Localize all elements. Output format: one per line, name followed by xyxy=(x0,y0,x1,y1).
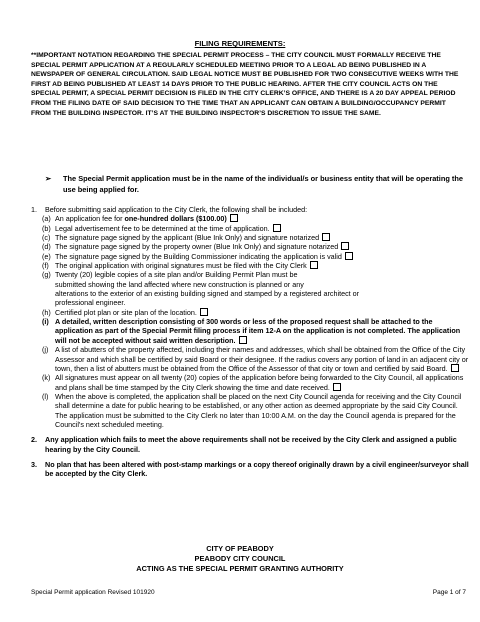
subitem-text: The signature page signed by the Building Commissioner indicating the application is valid xyxy=(55,251,342,261)
subitem-text: Twenty (20) legible copies of a site plan and/or Building Permit Plan must be xyxy=(55,270,298,280)
checkbox[interactable] xyxy=(310,261,318,269)
checkbox[interactable] xyxy=(273,224,281,232)
subitem-a xyxy=(31,214,469,223)
revision-note: Special Permit application Revised 101920 xyxy=(31,589,155,596)
subitem-label: (f) xyxy=(42,261,49,271)
subitem-text: A detailed, written description consisting of 300 words or less of the proposed request shall be attached to the application as part of the Special Permit filing process if item 12-A on the application is not completed. The application will not be accepted without said written description. xyxy=(55,317,461,345)
subitem-i xyxy=(31,317,469,345)
subitem-label: (a) xyxy=(42,214,51,224)
subitem-label: (k) xyxy=(42,373,51,383)
checkbox[interactable] xyxy=(345,252,353,260)
subitem-g xyxy=(31,270,469,307)
subitem-j xyxy=(31,345,469,373)
subitem-label: (g) xyxy=(42,270,51,280)
subitem-text: The signature page signed by the property owner (Blue Ink Only) and signature notarized xyxy=(55,242,339,252)
subitem-text: The original application with original signatures must be filed with the City Clerk xyxy=(55,261,307,271)
checkbox[interactable] xyxy=(239,336,247,344)
subitem-d xyxy=(31,242,469,251)
subitem-text: alterations to the exterior of an existing building signed and stamped by a registered architect or xyxy=(55,289,360,299)
checkbox[interactable] xyxy=(322,233,330,241)
arrow-item-text: The Special Permit application must be in the name of the individual/s or business entity that will be operating the use being applied for. xyxy=(63,174,463,194)
arrow-bullet-item xyxy=(45,174,465,195)
list-item-2 xyxy=(31,435,469,454)
list-item-1 xyxy=(31,205,469,214)
requirements-list xyxy=(31,205,469,479)
council-name: PEABODY CITY COUNCIL xyxy=(194,554,286,563)
subitem-label: (b) xyxy=(42,223,51,233)
subitem-label: (e) xyxy=(42,251,51,261)
item-number: 1. xyxy=(31,205,37,214)
city-name: CITY OF PEABODY xyxy=(206,544,274,553)
subitem-k xyxy=(31,373,469,392)
arrow-bullet-icon: ➢ xyxy=(45,174,52,183)
important-notation: **IMPORTANT NOTATION REGARDING THE SPECIAL PERMIT PROCESS – THE CITY COUNCIL MUST FORMALLY RECEIVE THE SPECIAL PERMIT APPLICATION AT A REGULARLY SCHEDULED MEETING PRIOR TO A LEGAL AD BEING PUBLISHED IN A NEWSPAPER OF GENERAL CIRCULATION. SAID LEGAL NOTICE MUST BE PUBLISHED FOR TWO CONSECUTIVE WEEKS WITH THE FIRST AD BEING PUBLISHED AT LEAST 14 DAYS PRIOR TO THE PUBLIC HEARING. AFTER THE CITY COUNCIL ACTS ON THE SPECIAL PERMIT, A SPECIAL PERMIT DECISION IS FILED IN THE CITY CLERK’S OFFICE, AND THERE IS A 20 DAY APPEAL PERIOD FROM THE FILING DATE OF SAID DECISION TO THE TIME THAT AN APPLICANT CAN OBTAIN A BUILDING/OCCUPANCY PERMIT FROM THE BUILDING INSPECTOR. IT’S AT THE BUILDING INSPECTOR’S DISCRETION TO ISSUE THE SAME. xyxy=(31,52,459,117)
item-text: Any application which fails to meet the above requirements shall not be received by the City Clerk and assigned a public hearing by the City Council. xyxy=(45,435,457,454)
subitem-label: (d) xyxy=(42,242,51,252)
subitem-label: (i) xyxy=(42,317,49,327)
subitem-h xyxy=(31,308,469,317)
subitem-label: (l) xyxy=(42,391,49,401)
subitem-c xyxy=(31,233,469,242)
item-text: No plan that has been altered with post-stamp markings or a copy thereof originally drawn by a civil engineer/surveyor shall be accepted by the City Clerk. xyxy=(45,459,469,479)
subitem-text: Legal advertisement fee to be determined at the time of application. xyxy=(55,223,270,233)
subitem-label: (j) xyxy=(42,345,49,355)
checkbox[interactable] xyxy=(200,308,208,316)
subitem-text: professional engineer. xyxy=(55,298,126,308)
subitem-text: Certified plot plan or site plan of the location. xyxy=(55,307,197,317)
item-number: 2. xyxy=(31,435,37,445)
subitem-text: The signature page signed by the applicant (Blue Ink Only) and signature notarized xyxy=(55,233,320,243)
page-number: Page 1 of 7 xyxy=(432,589,466,596)
item-number: 3. xyxy=(31,459,37,469)
subitem-f xyxy=(31,261,469,270)
checkbox[interactable] xyxy=(230,214,238,222)
subitem-label: (h) xyxy=(42,307,51,317)
subitem-l xyxy=(31,392,469,429)
subitem-text: When the above is completed, the application shall be placed on the next City Council agenda for receiving and the City Council shall determine a date for public hearing to be established, or any other action as deemed appropriate by the said City Council. The application must be submitted to the City Clerk no later than 10:00 A.M. on the day the Council agenda is prepared for the Council's next scheduled meeting. xyxy=(55,391,462,429)
subitem-text: An application fee for xyxy=(55,214,125,224)
checkbox[interactable] xyxy=(451,364,459,372)
fee-amount: one-hundred dollars ($100.00) xyxy=(124,214,227,224)
list-item-3 xyxy=(31,460,469,479)
page-title: FILING REQUIREMENTS: xyxy=(194,39,286,48)
subitem-label: (c) xyxy=(42,233,51,243)
checkbox[interactable] xyxy=(333,383,341,391)
subitem-e xyxy=(31,252,469,261)
subitem-b xyxy=(31,224,469,233)
subitem-text: submitted showing the land affected where new construction is planned or any xyxy=(55,279,304,289)
subitem-text: A list of abutters of the property affected, including their names and addresses, which shall be obtained from the Office of the City Assessor and which shall be certified by said Board or their designee. If the radius covers any portion of land in an adjacent city or town, then a list of abutters must be obtained from the Office of the Assessor of that city or town and certified by said Board. xyxy=(55,345,469,373)
authority-name: ACTING AS THE SPECIAL PERMIT GRANTING AUTHORITY xyxy=(136,564,344,573)
subitem-text: All signatures must appear on all twenty (20) copies of the application before being forwarded to the City Council, all applications and plans shall be time stamped by the City Clerk showing the time and date received. xyxy=(55,373,464,392)
item-intro: Before submitting said application to the City Clerk, the following shall be included: xyxy=(45,205,308,214)
authority-block xyxy=(0,544,480,574)
checkbox[interactable] xyxy=(341,242,349,250)
